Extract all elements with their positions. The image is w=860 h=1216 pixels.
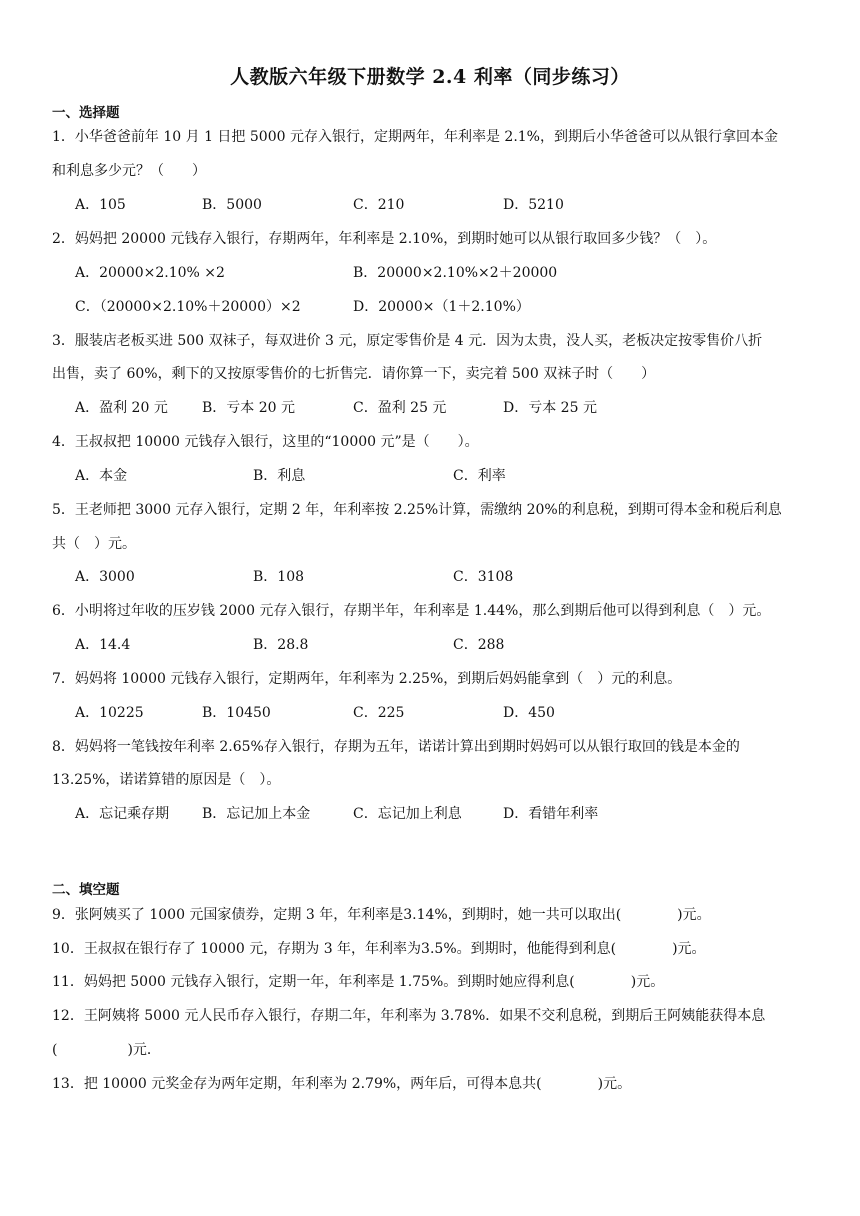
question-3-line-2: 出售，卖了 60%，剩下的又按原零售价的七折售完．请你算一下，卖完着 500 双袜子时（ ） [52, 366, 656, 382]
question-8-line-1: 8．妈妈将一笔钱按年利率 2.65%存入银行，存期为五年，诺诺计算出到期时妈妈可以从银行取回的钱是本金的 [52, 739, 740, 755]
question-8-option-c: C．忘记加上利息 [353, 806, 462, 822]
question-5-line-2: 共（ ）元。 [52, 536, 136, 552]
question-6-line-1: 6．小明将过年收的压岁钱 2000 元存入银行，存期半年，年利率是 1.44%，那么到期后他可以得到利息（ ）元。 [52, 603, 771, 619]
question-4-option-a: A．本金 [75, 468, 128, 484]
question-7-option-a: A．10225 [75, 705, 144, 721]
question-3-option-a: A．盈利 20 元 [75, 400, 168, 416]
question-2-option-c: C．（20000×2.10%＋20000）×2 [75, 299, 301, 315]
question-8-option-d: D．看错年利率 [503, 806, 599, 822]
question-6-option-b: B．28.8 [253, 637, 309, 653]
question-4-option-c: C．利率 [453, 468, 506, 484]
question-5-option-b: B．108 [253, 569, 305, 585]
question-4-line-1: 4．王叔叔把 10000 元钱存入银行，这里的“10000 元”是（ ）。 [52, 434, 479, 450]
question-3-option-c: C．盈利 25 元 [353, 400, 447, 416]
question-5-line-1: 5．王老师把 3000 元存入银行，定期 2 年，年利率按 2.25%计算，需缴纳 20%的利息税，到期可得本金和税后利息 [52, 502, 782, 518]
question-13-line-1: 13．把 10000 元奖金存为两年定期，年利率为 2.79%，两年后，可得本息共( )元。 [52, 1076, 632, 1092]
question-1-line-2: 和利息多少元？（ ） [52, 163, 206, 179]
question-10-line-1: 10．王叔叔在银行存了 10000 元，存期为 3 年，年利率为3.5%。到期时，他能得到利息( )元。 [52, 941, 706, 957]
page-title: 人教版六年级下册数学 2.4 利率（同步练习） [230, 66, 630, 88]
question-5-option-c: C．3108 [453, 569, 514, 585]
question-4-option-b: B．利息 [253, 468, 306, 484]
question-1-option-c: C．210 [353, 197, 405, 213]
question-11-line-1: 11．妈妈把 5000 元钱存入银行，定期一年，年利率是 1.75%。到期时她应得利息( )元。 [52, 974, 665, 990]
section-heading-fill: 二、填空题 [52, 882, 120, 898]
question-12-line-2: ( )元． [52, 1042, 161, 1058]
question-1-line-1: 1．小华爸爸前年 10 月 1 日把 5000 元存入银行，定期两年，年利率是 2.1%，到期后小华爸爸可以从银行拿回本金 [52, 129, 778, 145]
question-2-option-b: B．20000×2.10%×2＋20000 [353, 265, 558, 281]
question-1-option-b: B．5000 [202, 197, 262, 213]
question-7-option-c: C．225 [353, 705, 405, 721]
section-heading-choice: 一、选择题 [52, 105, 120, 121]
question-8-option-b: B．忘记加上本金 [202, 806, 311, 822]
question-5-option-a: A．3000 [75, 569, 135, 585]
question-2-option-a: A．20000×2.10% ×2 [75, 265, 225, 281]
question-3-line-1: 3．服装店老板买进 500 双袜子，每双进价 3 元，原定零售价是 4 元．因为太贵，没人买，老板决定按零售价八折 [52, 333, 763, 349]
question-8-line-2: 13.25%，诺诺算错的原因是（ ）。 [52, 772, 281, 788]
question-7-line-1: 7．妈妈将 10000 元钱存入银行，定期两年，年利率为 2.25%，到期后妈妈能拿到（ ）元的利息。 [52, 671, 682, 687]
question-9-line-1: 9．张阿姨买了 1000 元国家债券，定期 3 年，年利率是3.14%，到期时，她一共可以取出( )元。 [52, 907, 711, 923]
question-8-option-a: A．忘记乘存期 [75, 806, 170, 822]
question-6-option-a: A．14.4 [75, 637, 131, 653]
question-1-option-d: D．5210 [503, 197, 564, 213]
question-3-option-b: B．亏本 20 元 [202, 400, 296, 416]
question-2-line-1: 2．妈妈把 20000 元钱存入银行，存期两年，年利率是 2.10%，到期时她可以从银行取回多少钱？（ ）。 [52, 231, 717, 247]
question-7-option-b: B．10450 [202, 705, 271, 721]
question-2-option-d: D．20000×（1＋2.10%） [353, 299, 530, 315]
question-7-option-d: D．450 [503, 705, 555, 721]
question-6-option-c: C．288 [453, 637, 505, 653]
question-1-option-a: A．105 [75, 197, 126, 213]
question-12-line-1: 12．王阿姨将 5000 元人民币存入银行，存期二年，年利率为 3.78%．如果不交利息税，到期后王阿姨能获得本息 [52, 1008, 766, 1024]
question-3-option-d: D．亏本 25 元 [503, 400, 597, 416]
